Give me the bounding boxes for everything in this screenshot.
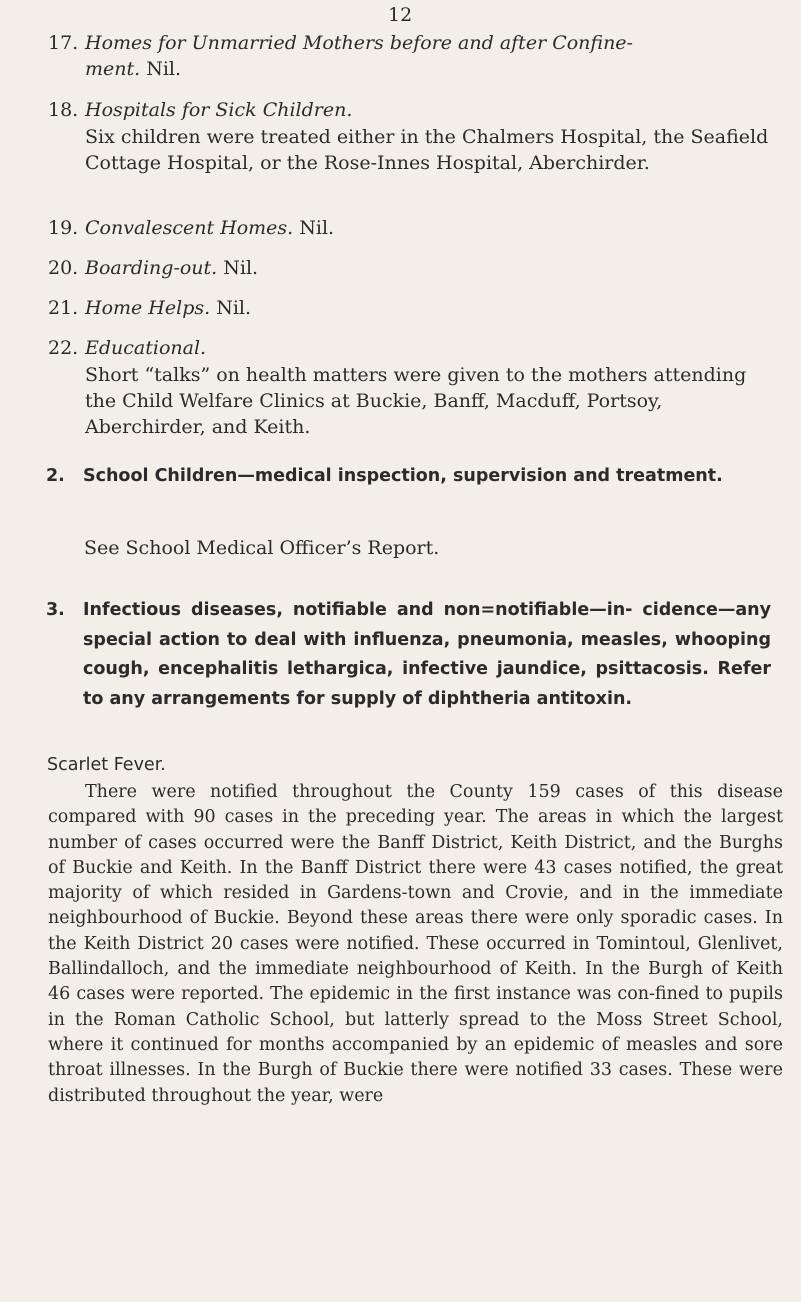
item-17	[48, 30, 768, 56]
item-17-cont	[85, 56, 801, 82]
item-value: Nil.	[146, 58, 182, 80]
item-number: 20.	[48, 257, 79, 279]
item-value: Nil.	[223, 257, 259, 279]
item-title: Educational.	[85, 337, 207, 359]
item-title: Convalescent Homes.	[85, 217, 294, 239]
item-title: Boarding-out.	[85, 257, 218, 279]
item-number: 18.	[48, 99, 79, 121]
section-2-heading	[46, 463, 771, 489]
section-title: School Children—medical inspection, supervision and treatment.	[83, 466, 723, 486]
section-2-body: See School Medical Officer’s Report.	[84, 537, 440, 559]
page-number: 12	[388, 4, 413, 26]
item-20	[48, 255, 768, 281]
scarlet-fever-heading: Scarlet Fever.	[47, 755, 166, 775]
item-title: Hospitals for Sick Children.	[85, 99, 353, 121]
section-3-heading	[46, 596, 771, 714]
item-18	[48, 97, 768, 123]
item-value: Nil.	[299, 217, 335, 239]
item-22-body: Short “talks” on health matters were given to the mothers attending the Child Welfare Clinics at Buckie, Banff, Macduff, Portsoy, Aberchirder, and Keith.	[85, 364, 747, 438]
item-number: 17.	[48, 32, 79, 54]
item-22	[48, 335, 768, 361]
item-title: Home Helps.	[85, 297, 211, 319]
section-title: Infectious diseases, notifiable and non=notifiable—in- cidence—any special action to deal with influenza, pneumonia, measles, whooping cough, encephalitis lethargica, infective jaundice, psittacosis. Refer to any arrangements for supply of diphtheria antitoxin.	[83, 600, 771, 709]
item-number: 21.	[48, 297, 79, 319]
item-18-body: Six children were treated either in the Chalmers Hospital, the Seafield Cottage Hospital, or the Rose-Innes Hospital, Aberchirder.	[85, 126, 769, 174]
item-title: Homes for Unmarried Mothers before and after Confine-	[85, 32, 633, 54]
item-number: 19.	[48, 217, 79, 239]
section-number: 2.	[46, 466, 65, 486]
item-number: 22.	[48, 337, 79, 359]
scarlet-fever-body: There were notified throughout the County 159 cases of this disease compared with 90 cases in the preceding year. The areas in which the largest number of cases occurred were the Banff District, Keith District, and the Burghs of Buckie and Keith. In the Banff District there were 43 cases notified, the great majority of which resided in Gardens-town and Crovie, and in the immediate neighbourhood of Buckie. Beyond these areas there were only sporadic cases. In the Keith District 20 cases were notified. These occurred in Tomintoul, Glenlivet, Ballindalloch, and the immediate neighbourhood of Keith. In the Burgh of Keith 46 cases were reported. The epidemic in the first instance was con-fined to pupils in the Roman Catholic School, but latterly spread to the Moss Street School, where it continued for months accompanied by an epidemic of measles and sore throat illnesses. In the Burgh of Buckie there were notified 33 cases. These were distributed throughout the year, were	[48, 782, 783, 1106]
item-title-continued: ment.	[85, 58, 141, 80]
section-number: 3.	[46, 600, 65, 620]
item-value: Nil.	[216, 297, 252, 319]
item-19	[48, 215, 768, 241]
item-21	[48, 295, 768, 321]
